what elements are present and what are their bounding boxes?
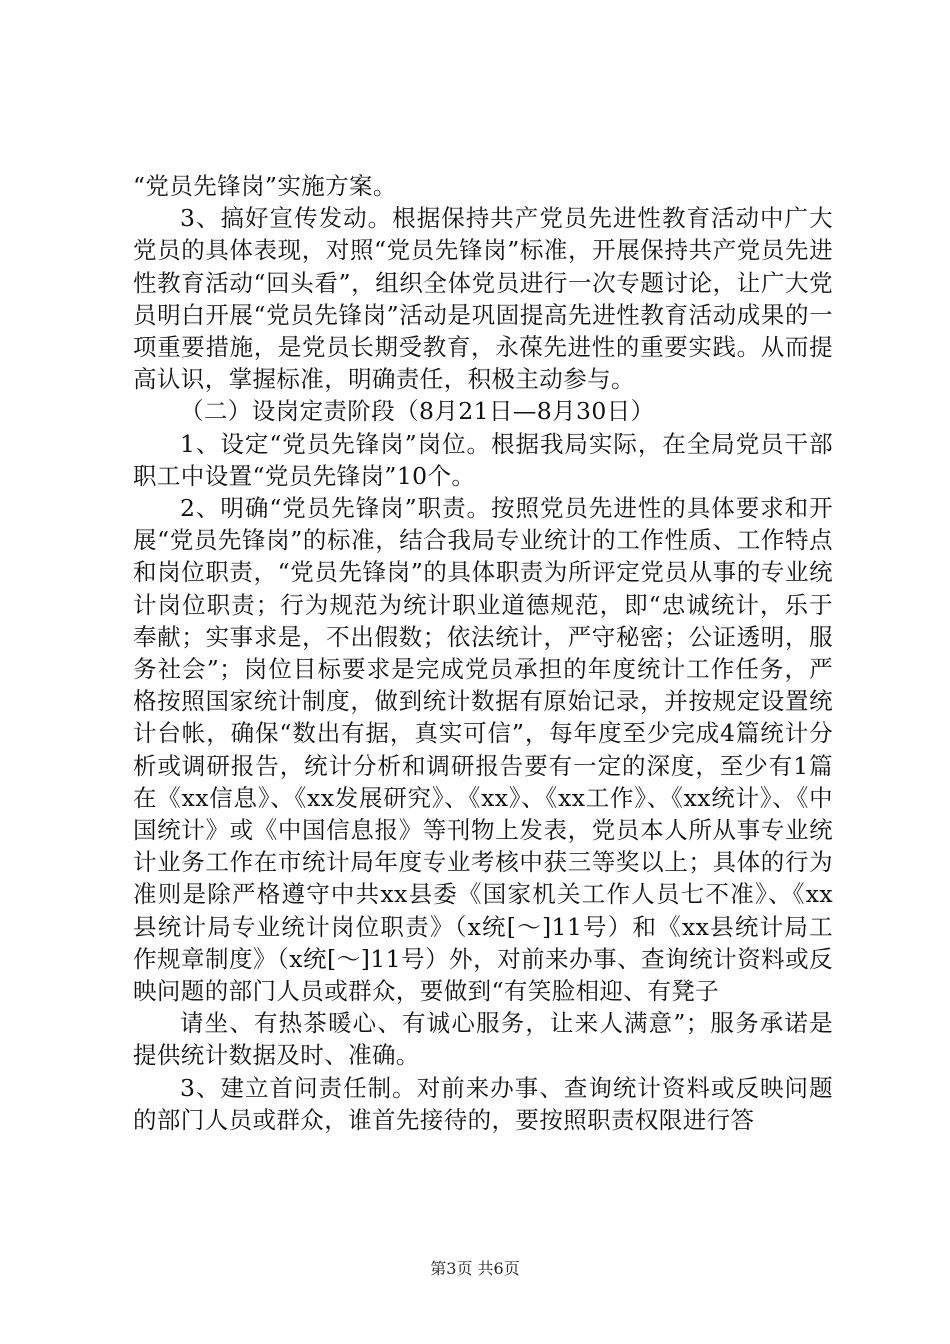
section-heading: （二）设岗定责阶段（8月21日—8月30日） <box>180 397 655 426</box>
paragraph-publicity: 3、搞好宣传发动。根据保持共产党员先进性教育活动中广大党员的具体表现，对照“党员先锋岗”标准，开展保持共产党员先进性教育活动“回头看”，组织全体党员进行一次专题讨论，让广大党员明白开展“党员先锋岗”活动是巩固提高先进性教育活动成果的一项重要措施，是党员长期受教育，永葆先进性的重要实践。从而提高认识，掌握标准，明确责任，积极主动参与。 <box>133 204 833 394</box>
page-number-footer: 第3页 共6页 <box>430 1259 520 1278</box>
paragraph-continuation: “党员先锋岗”实施方案。 <box>133 172 397 200</box>
paragraph-service-commitment: 请坐、有热茶暖心、有诚心服务，让来人满意”；服务承诺是提供统计数据及时、准确。 <box>133 1009 833 1070</box>
paragraph-first-inquiry: 3、建立首问责任制。对前来办事、查询统计资料或反映问题的部门人员或群众，谁首先接待的，要按照职责权限进行答 <box>133 1073 833 1134</box>
document-body <box>133 170 833 1136</box>
paragraph-set-post: 1、设定“党员先锋岗”岗位。根据我局实际，在全局党员干部职工中设置“党员先锋岗”10个。 <box>133 429 833 490</box>
paragraph-duties: 2、明确“党员先锋岗”职责。按照党员先进性的具体要求和开展“党员先锋岗”的标准，结合我局专业统计的工作性质、工作特点和岗位职责，“党员先锋岗”的具体职责为所评定党员从事的专业统计岗位职责；行为规范为统计职业道德规范，即“忠诚统计，乐于奉献；实事求是，不出假数；依法统计，严守秘密；公证透明，服务社会”；岗位目标要求是完成党员承担的年度统计工作任务，严格按照国家统计制度，做到统计数据有原始记录，并按规定设置统计台帐，确保“数出有据，真实可信”，每年度至少完成4篇统计分析或调研报告，统计分析和调研报告要有一定的深度，至少有1篇在《xx信息》、《xx发展研究》、《xx》、《xx工作》、《xx统计》、《中国统计》或《中国信息报》等刊物上发表，党员本人所从事专业统计业务工作在市统计局年度专业考核中获三等奖以上；具体的行为准则是除严格遵守中共xx县委《国家机关工作人员七不准》、《xx县统计局专业统计岗位职责》（x统[～]11号）和《xx县统计局工作规章制度》（x统[～]11号）外，对前来办事、查询统计资料或反映问题的部门人员或群众，要做到“有笑脸相迎、有凳子 <box>133 494 833 1006</box>
